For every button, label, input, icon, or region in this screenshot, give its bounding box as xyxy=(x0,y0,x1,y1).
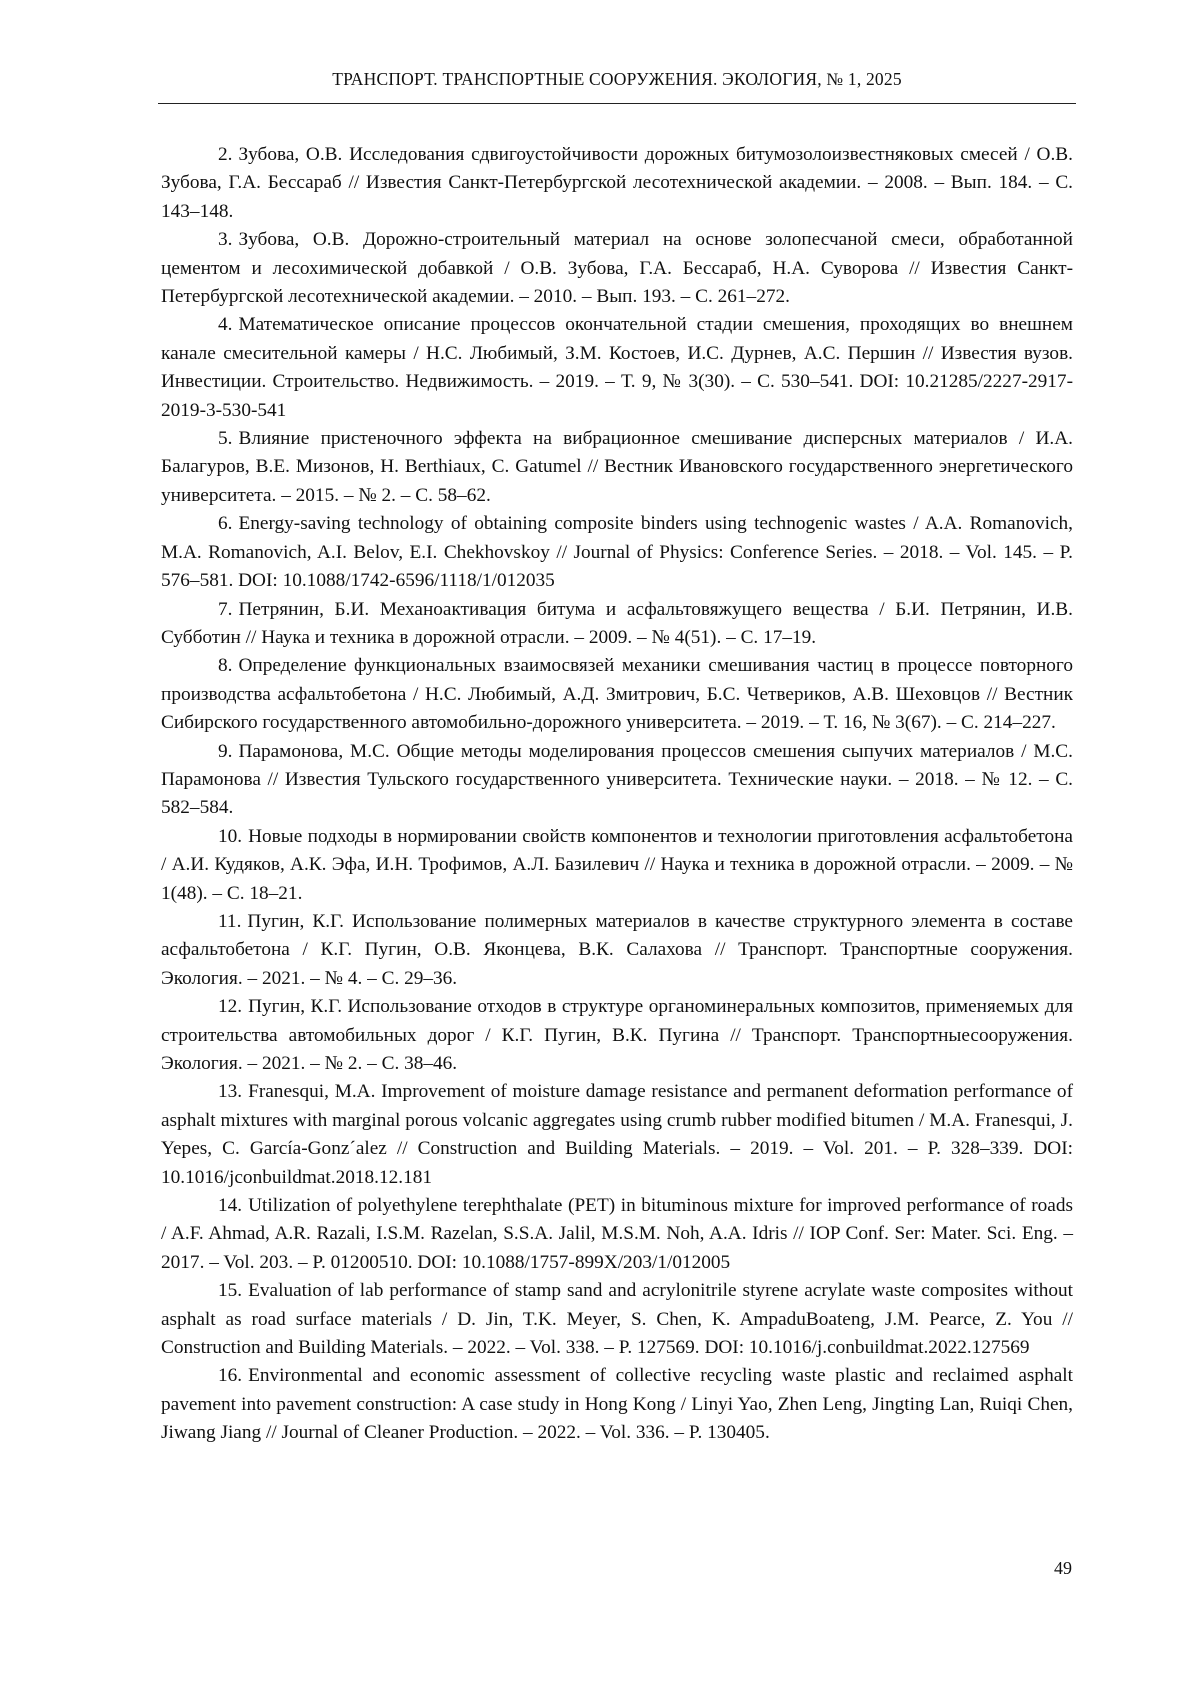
reference-text: Новые подходы в нормировании свойств компонентов и технологии приготовления асфальтобетона / А.И. Кудяков, А.К. Эфа, И.Н. Трофимов, А.Л. Базилевич // Наука и техника в дорожной отрасли. – 2009. – № 1(48). – С. 18–21. xyxy=(161,826,1073,904)
reference-text: Energy-saving technology of obtaining composite binders using technogenic wastes / A.A. Romanovich, M.A. Romanovich, A.I. Belov, E.I. Chekhovskoy // Journal of Physics: Conference Series. – 2018. – Vol. 145. – P. 576–581. DOI: 10.1088/1742-6596/1118/1/012035 xyxy=(161,513,1073,591)
reference-number: 12. xyxy=(218,996,242,1017)
reference-text: Определение функциональных взаимосвязей механики смешивания частиц в процессе повторного производства асфальтобетона / Н.С. Любимый, А.Д. Змитрович, Б.С. Четвериков, А.В. Шеховцов // Вестник Сибирского государственного автомобильно-дорожного университета. – 2019. – Т. 16, № 3(67). – С. 214–227. xyxy=(161,655,1073,733)
reference-number: 3. xyxy=(218,229,232,250)
reference-item xyxy=(161,738,1073,823)
reference-item xyxy=(161,510,1073,595)
reference-number: 2. xyxy=(218,144,232,165)
reference-text: Franesqui, M.A. Improvement of moisture damage resistance and permanent deformation performance of asphalt mixtures with marginal porous volcanic aggregates using crumb rubber modified bitumen / M.A. Franesqui, J. Yepes, C. García-Gonz´alez // Construction and Building Materials. – 2019. – Vol. 201. – P. 328–339. DOI: 10.1016/jconbuildmat.2018.12.181 xyxy=(161,1081,1073,1187)
reference-number: 5. xyxy=(218,428,232,449)
reference-number: 14. xyxy=(218,1195,242,1216)
reference-number: 8. xyxy=(218,655,232,676)
reference-text: Evaluation of lab performance of stamp sand and acrylonitrile styrene acrylate waste composites without asphalt as road surface materials / D. Jin, T.K. Meyer, S. Chen, K. AmpaduBoateng, J.M. Pearce, Z. You // Construction and Building Materials. – 2022. – Vol. 338. – P. 127569. DOI: 10.1016/j.conbuildmat.2022.127569 xyxy=(161,1280,1073,1358)
reference-number: 16. xyxy=(218,1365,242,1386)
reference-text: Петрянин, Б.И. Механоактивация битума и асфальтовяжущего вещества / Б.И. Петрянин, И.В. Субботин // Наука и техника в дорожной отрасли. – 2009. – № 4(51). – С. 17–19. xyxy=(161,599,1073,648)
reference-number: 13. xyxy=(218,1081,242,1102)
reference-list xyxy=(161,141,1073,1448)
header-divider xyxy=(158,103,1076,104)
reference-item xyxy=(161,1078,1073,1192)
reference-number: 10. xyxy=(218,826,242,847)
reference-item xyxy=(161,1362,1073,1447)
reference-item xyxy=(161,141,1073,226)
reference-number: 15. xyxy=(218,1280,242,1301)
reference-number: 7. xyxy=(218,599,232,620)
reference-text: Пугин, К.Г. Использование полимерных материалов в качестве структурного элемента в составе асфальтобетона / К.Г. Пугин, О.В. Яконцева, В.К. Салахова // Транспорт. Транспортные сооружения. Экология. – 2021. – № 4. – С. 29–36. xyxy=(161,911,1073,989)
reference-item xyxy=(161,311,1073,425)
reference-item xyxy=(161,1192,1073,1277)
reference-item xyxy=(161,652,1073,737)
reference-item xyxy=(161,425,1073,510)
reference-number: 6. xyxy=(218,513,232,534)
reference-item xyxy=(161,993,1073,1078)
reference-item xyxy=(161,823,1073,908)
reference-text: Парамонова, М.С. Общие методы моделирования процессов смешения сыпучих материалов / М.С. Парамонова // Известия Тульского государственного университета. Технические науки. – 2018. – № 12. – С. 582–584. xyxy=(161,741,1073,819)
reference-item xyxy=(161,1277,1073,1362)
reference-text: Математическое описание процессов окончательной стадии смешения, проходящих во внешнем канале смесительной камеры / Н.С. Любимый, З.М. Костоев, И.С. Дурнев, А.С. Першин // Известия вузов. Инвестиции. Строительство. Недвижимость. – 2019. – Т. 9, № 3(30). – С. 530–541. DOI: 10.21285/2227-2917-2019-3-530-541 xyxy=(161,314,1073,420)
reference-number: 9. xyxy=(218,741,232,762)
reference-text: Влияние пристеночного эффекта на вибрационное смешивание дисперсных материалов / И.А. Балагуров, В.Е. Мизонов, H. Berthiaux, C. Gatumel // Вестник Ивановского государственного энергетического университета. – 2015. – № 2. – С. 58–62. xyxy=(161,428,1073,506)
reference-text: Environmental and economic assessment of collective recycling waste plastic and reclaimed asphalt pavement into pavement construction: A case study in Hong Kong / Linyi Yao, Zhen Leng, Jingting Lan, Ruiqi Chen, Jiwang Jiang // Journal of Cleaner Production. – 2022. – Vol. 336. – P. 130405. xyxy=(161,1365,1073,1443)
reference-item xyxy=(161,226,1073,311)
reference-text: Зубова, О.В. Дорожно-строительный материал на основе золопесчаной смеси, обработанной цементом и лесохимической добавкой / О.В. Зубова, Г.А. Бессараб, Н.А. Суворова // Известия Санкт-Петербургской лесотехнической академии. – 2010. – Вып. 193. – С. 261–272. xyxy=(161,229,1073,307)
page-number: 49 xyxy=(1054,1557,1072,1579)
reference-number: 4. xyxy=(218,314,232,335)
running-header: ТРАНСПОРТ. ТРАНСПОРТНЫЕ СООРУЖЕНИЯ. ЭКОЛОГИЯ, № 1, 2025 xyxy=(158,68,1076,90)
reference-number: 11. xyxy=(218,911,241,932)
reference-item xyxy=(161,596,1073,653)
reference-text: Зубова, О.В. Исследования сдвигоустойчивости дорожных битумозолоизвестняковых смесей / О.В. Зубова, Г.А. Бессараб // Известия Санкт-Петербургской лесотехнической академии. – 2008. – Вып. 184. – С. 143–148. xyxy=(161,144,1073,222)
reference-text: Пугин, К.Г. Использование отходов в структуре органоминеральных композитов, применяемых для строительства автомобильных дорог / К.Г. Пугин, В.К. Пугина // Транспорт. Транспортныесооружения. Экология. – 2021. – № 2. – С. 38–46. xyxy=(161,996,1073,1074)
reference-item xyxy=(161,908,1073,993)
reference-text: Utilization of polyethylene terephthalate (PET) in bituminous mixture for improved performance of roads / A.F. Ahmad, A.R. Razali, I.S.M. Razelan, S.S.A. Jalil, M.S.M. Noh, A.A. Idris // IOP Conf. Ser: Mater. Sci. Eng. – 2017. – Vol. 203. – P. 01200510. DOI: 10.1088/1757-899X/203/1/012005 xyxy=(161,1195,1073,1273)
